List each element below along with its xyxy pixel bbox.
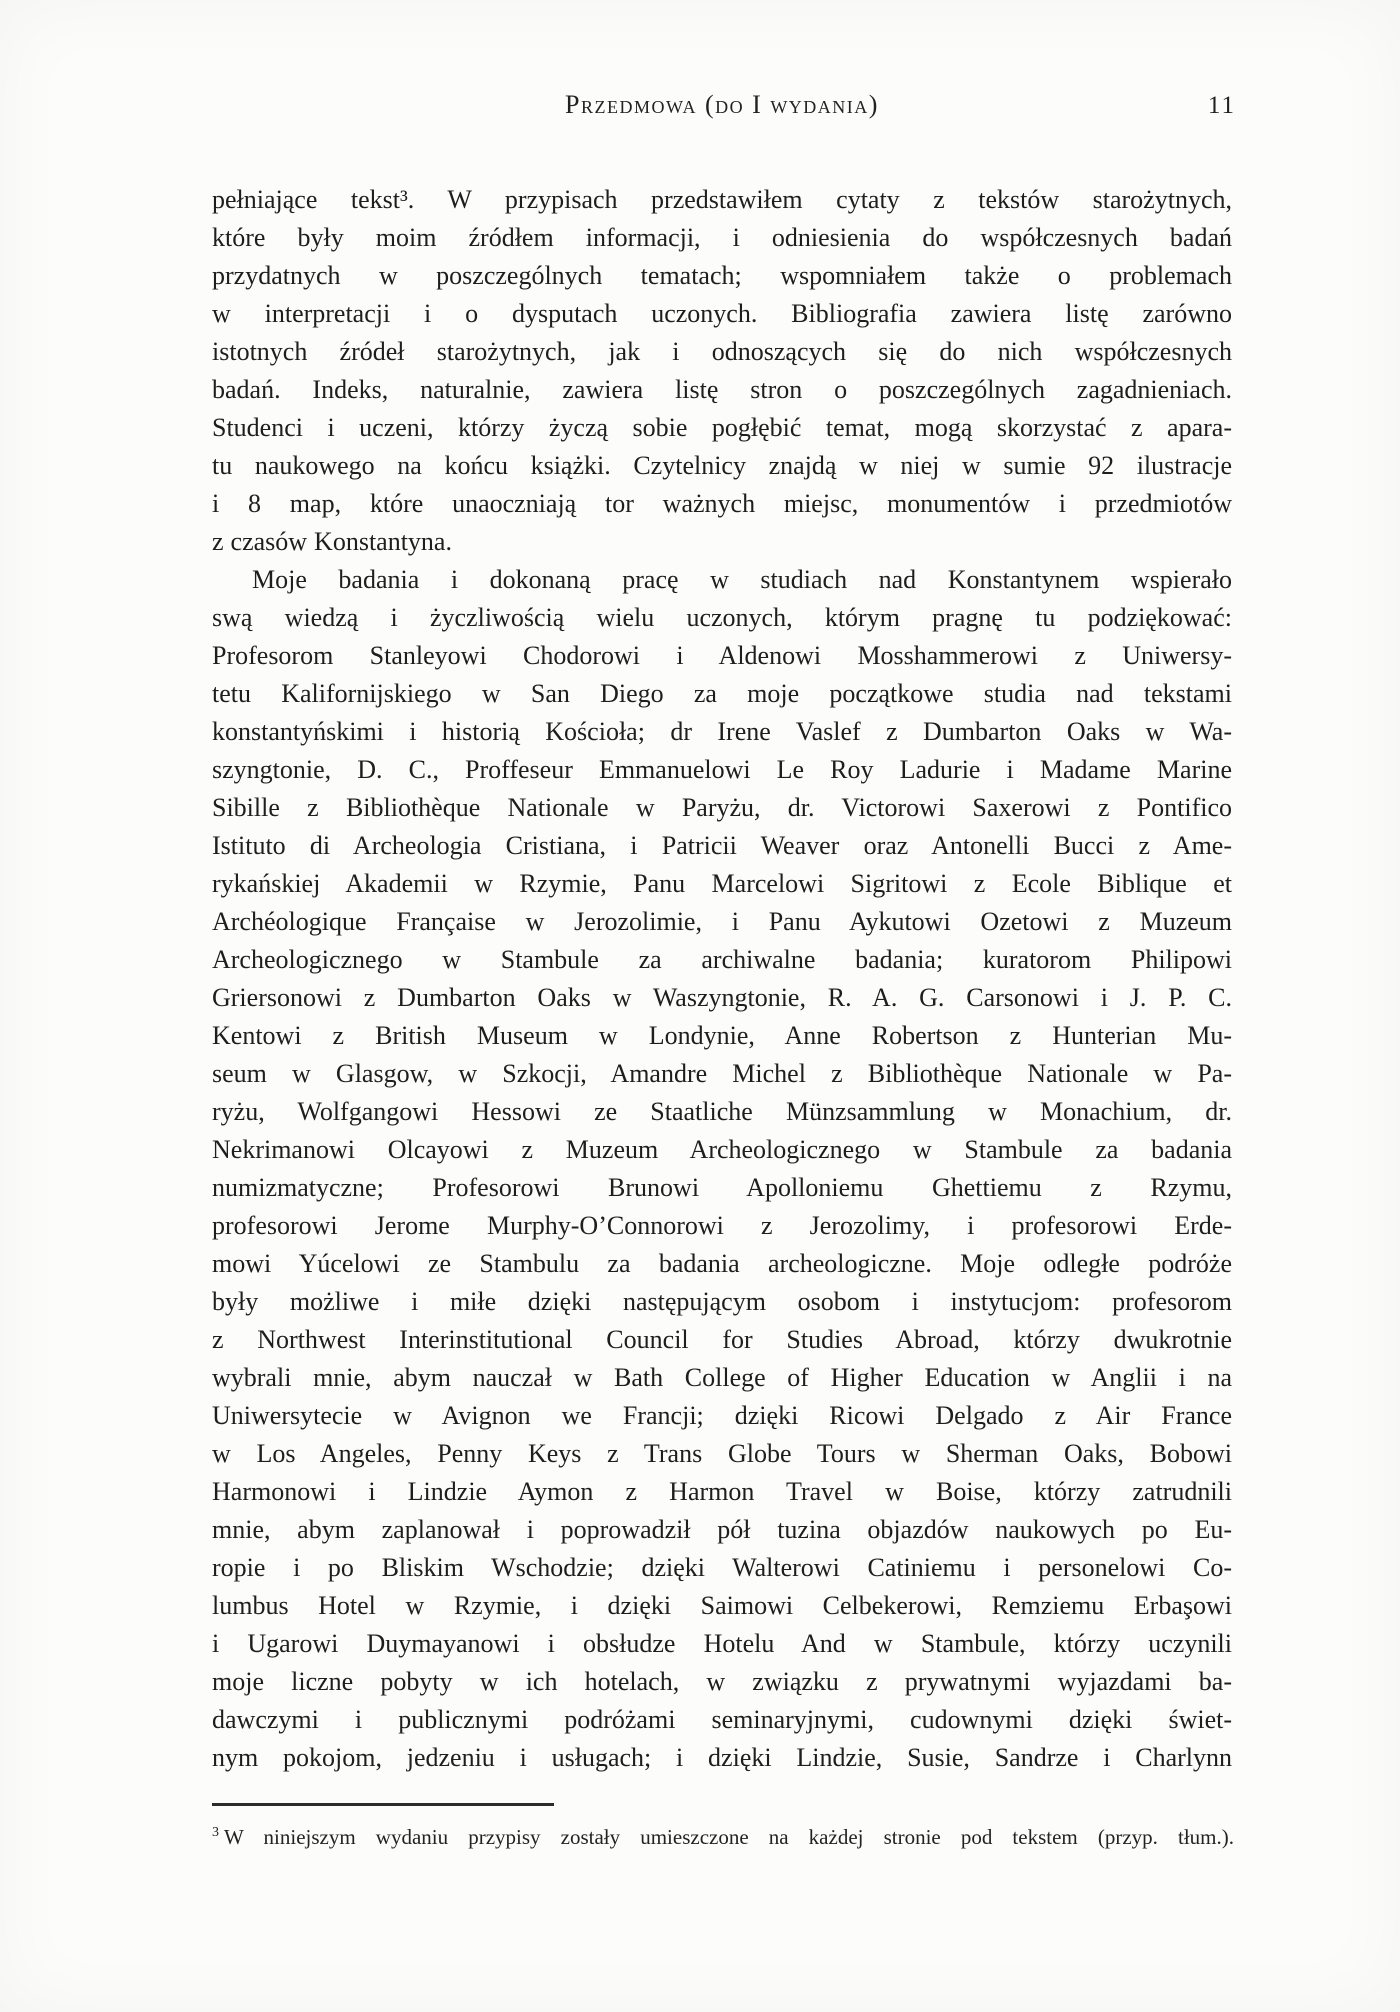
text-line: Moje badania i dokonaną pracę w studiach nad Konstantynem wspierało — [252, 565, 1232, 594]
paragraph — [212, 561, 1232, 1777]
paragraphs — [212, 181, 1232, 1777]
text-line: tetu Kalifornijskiego w San Diego za moje początkowe studia nad tekstami — [212, 679, 1232, 708]
footnote-marker: 3 — [212, 1825, 219, 1840]
text-line: swą wiedzą i życzliwością wielu uczonych, którym pragnę tu podziękować: — [212, 603, 1232, 632]
text-line: moje liczne pobyty w ich hotelach, w związku z prywatnymi wyjazdami ba- — [212, 1667, 1232, 1696]
text-line: i 8 map, które unaoczniają tor ważnych miejsc, monumentów i przedmiotów — [212, 489, 1232, 518]
footnote-text: W niniejszym wydaniu przypisy zostały umieszczone na każdej stronie pod tekstem (przyp. tłum.). — [224, 1825, 1234, 1849]
running-head-title: Przedmowa (do I wydania) — [565, 90, 879, 119]
text-line: Sibille z Bibliothèque Nationale w Paryżu, dr. Victorowi Saxerowi z Pontifico — [212, 793, 1232, 822]
text-line: profesorowi Jerome Murphy-O’Connorowi z Jerozolimy, i profesorowi Erde- — [212, 1211, 1232, 1240]
footnote — [212, 1822, 1234, 1852]
text-line: Harmonowi i Lindzie Aymon z Harmon Travel w Boise, którzy zatrudnili — [212, 1477, 1232, 1506]
text-line: i Ugarowi Duymayanowi i obsłudze Hotelu And w Stambule, którzy uczynili — [212, 1629, 1232, 1658]
page-number: 11 — [1207, 92, 1236, 119]
text-line: w Los Angeles, Penny Keys z Trans Globe Tours w Sherman Oaks, Bobowi — [212, 1439, 1232, 1468]
text-line: badań. Indeks, naturalnie, zawiera listę stron o poszczególnych zagadnieniach. — [212, 375, 1232, 404]
text-line: seum w Glasgow, w Szkocji, Amandre Michel z Bibliothèque Nationale w Pa- — [212, 1059, 1232, 1088]
text-line: Profesorom Stanleyowi Chodorowi i Aldenowi Mosshammerowi z Uniwersy- — [212, 641, 1232, 670]
text-line: Uniwersytecie w Avignon we Francji; dzięki Ricowi Delgado z Air France — [212, 1401, 1232, 1430]
text-line: istotnych źródeł starożytnych, jak i odnoszących się do nich współczesnych — [212, 337, 1232, 366]
text-line: ryżu, Wolfgangowi Hessowi ze Staatliche Münzsammlung w Monachium, dr. — [212, 1097, 1232, 1126]
text-line: z Northwest Interinstitutional Council for Studies Abroad, którzy dwukrotnie — [212, 1325, 1232, 1354]
footnote-divider — [212, 1803, 554, 1806]
text-line: ropie i po Bliskim Wschodzie; dzięki Walterowi Catiniemu i personelowi Co- — [212, 1553, 1232, 1582]
paragraph — [212, 181, 1232, 561]
text-line: szyngtonie, D. C., Proffeseur Emmanuelowi Le Roy Ladurie i Madame Marine — [212, 755, 1232, 784]
text-line: były możliwe i miłe dzięki następującym osobom i instytucjom: profesorom — [212, 1287, 1232, 1316]
text-line: Nekrimanowi Olcayowi z Muzeum Archeologicznego w Stambule za badania — [212, 1135, 1232, 1164]
text-line: lumbus Hotel w Rzymie, i dzięki Saimowi Celbekerowi, Remziemu Erbaşowi — [212, 1591, 1232, 1620]
text-line: które były moim źródłem informacji, i odniesienia do współczesnych badań — [212, 223, 1232, 252]
text-line: tu naukowego na końcu książki. Czytelnicy znajdą w niej w sumie 92 ilustracje — [212, 451, 1232, 480]
text-line: konstantyńskimi i historią Kościoła; dr Irene Vaslef z Dumbarton Oaks w Wa- — [212, 717, 1232, 746]
text-line: w interpretacji i o dysputach uczonych. Bibliografia zawiera listę zarówno — [212, 299, 1232, 328]
text-line: przydatnych w poszczególnych tematach; wspomniałem także o problemach — [212, 261, 1232, 290]
text-line: Studenci i uczeni, którzy życzą sobie pogłębić temat, mogą skorzystać z apara- — [212, 413, 1232, 442]
text-line: mowi Yúcelowi ze Stambulu za badania archeologiczne. Moje odległe podróże — [212, 1249, 1232, 1278]
text-line: rykańskiej Akademii w Rzymie, Panu Marcelowi Sigritowi z Ecole Biblique et — [212, 869, 1232, 898]
text-line: nym pokojom, jedzeniu i usługach; i dzięki Lindzie, Susie, Sandrze i Charlynn — [212, 1743, 1232, 1772]
text-line: numizmatyczne; Profesorowi Brunowi Apolloniemu Ghettiemu z Rzymu, — [212, 1173, 1232, 1202]
text-line: mnie, abym zaplanował i poprowadził pół tuzina objazdów naukowych po Eu- — [212, 1515, 1232, 1544]
text-line: Kentowi z British Museum w Londynie, Anne Robertson z Hunterian Mu- — [212, 1021, 1232, 1050]
text-line: Istituto di Archeologia Cristiana, i Patricii Weaver oraz Antonelli Bucci z Ame- — [212, 831, 1232, 860]
text-line: z czasów Konstantyna. — [212, 527, 452, 556]
text-line: Archéologique Française w Jerozolimie, i Panu Aykutowi Ozetowi z Muzeum — [212, 907, 1232, 936]
text-line: Griersonowi z Dumbarton Oaks w Waszyngtonie, R. A. G. Carsonowi i J. P. C. — [212, 983, 1232, 1012]
text-line: dawczymi i publicznymi podróżami seminaryjnymi, cudownymi dzięki świet- — [212, 1705, 1232, 1734]
text-line: wybrali mnie, abym nauczał w Bath College of Higher Education w Anglii i na — [212, 1363, 1232, 1392]
text-line: Archeologicznego w Stambule za archiwalne badania; kuratorom Philipowi — [212, 945, 1232, 974]
text-line: pełniające tekst³. W przypisach przedstawiłem cytaty z tekstów starożytnych, — [212, 185, 1232, 214]
